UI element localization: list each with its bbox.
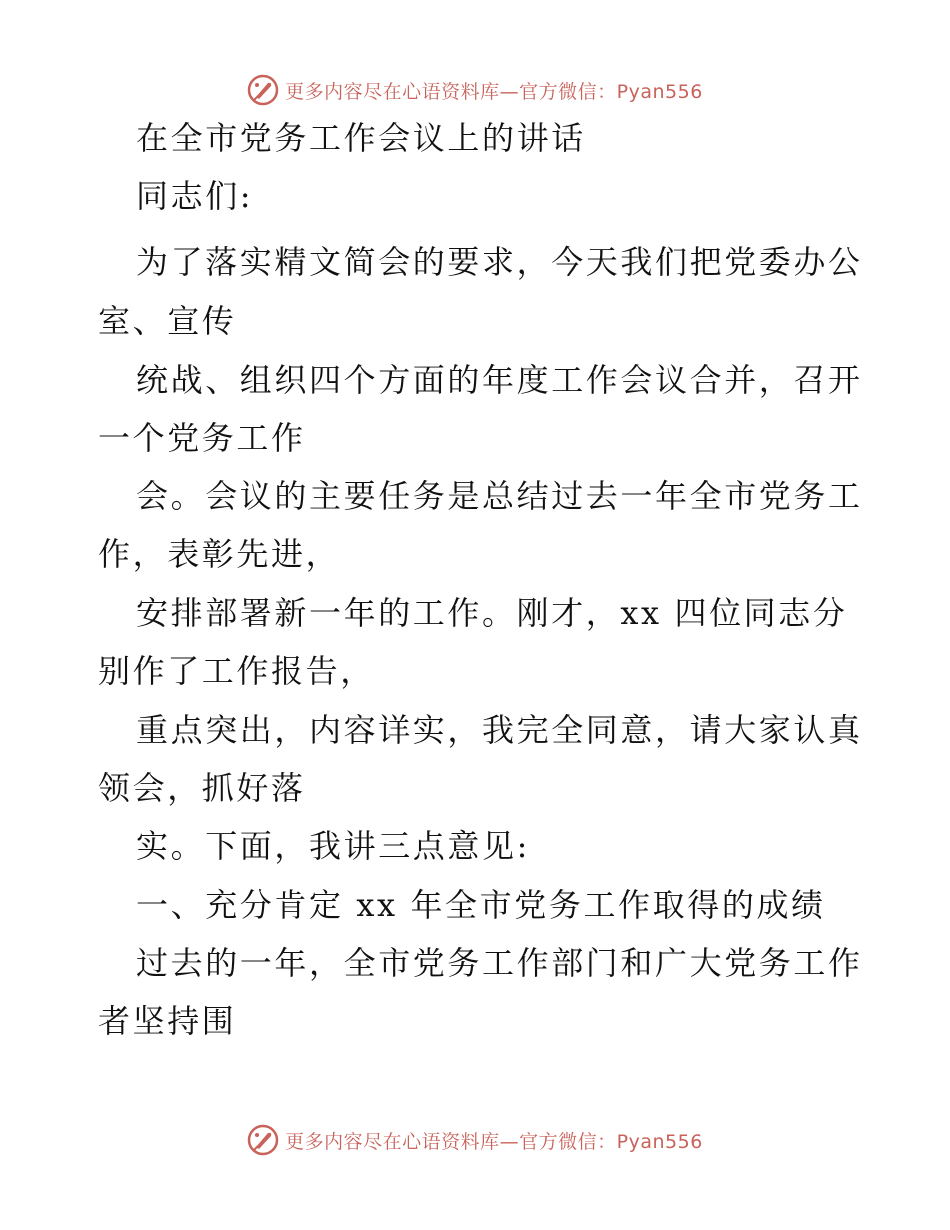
quill-logo-icon [247,74,279,106]
salutation: 同志们: [136,177,254,215]
watermark-text [285,1127,703,1154]
watermark-label: 更多内容尽在心语资料库—官方微信： [285,80,617,103]
watermark-wechat-id: Pyan556 [616,80,703,103]
section-heading: 一、充分肯定 xx 年全市党务工作取得的成绩 [136,886,826,924]
text-line: 者坚持围 [98,1002,237,1040]
watermark-wechat-id: Pyan556 [616,1130,703,1153]
text-line: 为了落实精文简会的要求，今天我们把党委办公 [136,243,863,281]
text-line: 重点突出，内容详实，我完全同意，请大家认真 [136,711,863,749]
text-line: 统战、组织四个方面的年度工作会议合并，召开 [136,361,863,399]
footer-watermark [0,1120,950,1160]
document-title: 在全市党务工作会议上的讲话 [136,119,586,157]
watermark-label: 更多内容尽在心语资料库—官方微信： [285,1130,617,1153]
text-line: 领会，抓好落 [98,769,306,807]
quill-logo-icon [247,1124,279,1156]
text-line: 别作了工作报告， [98,652,375,690]
text-line: 过去的一年，全市党务工作部门和广大党务工作 [136,944,863,982]
text-line: 会。会议的主要任务是总结过去一年全市党务工 [136,477,863,515]
text-line: 室、宣传 [98,302,237,340]
text-line: 作，表彰先进， [98,535,341,573]
watermark-text [285,77,703,104]
header-watermark [0,70,950,110]
text-line: 实。下面，我讲三点意见: [136,827,530,865]
text-line: 一个党务工作 [98,419,306,457]
text-line: 安排部署新一年的工作。刚才，xx 四位同志分 [136,594,848,632]
